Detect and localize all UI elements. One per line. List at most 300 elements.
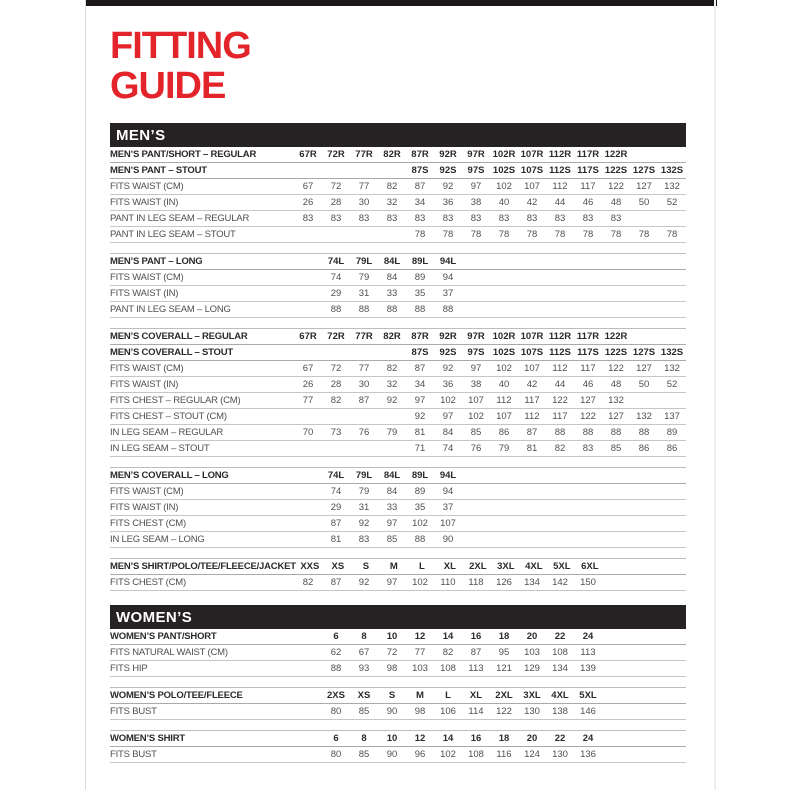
value-cell: 81 <box>414 427 426 438</box>
size-cell: 97R <box>467 331 485 342</box>
size-cell: 117R <box>576 149 600 160</box>
value-cell: 34 <box>414 379 426 390</box>
value-cell: 72 <box>386 647 398 658</box>
title-line-2: GUIDE <box>110 65 226 107</box>
size-cell: 72R <box>327 149 345 160</box>
table-row <box>110 393 686 409</box>
row-label: FITS HIP <box>110 663 148 674</box>
row-label: FITS WAIST (IN) <box>110 379 179 390</box>
value-cell: 83 <box>554 213 566 224</box>
size-cell: 4XL <box>551 690 569 701</box>
page-right-edge <box>714 0 716 790</box>
value-cell: 28 <box>330 379 342 390</box>
size-cell: 87R <box>411 149 429 160</box>
value-cell: 130 <box>552 749 568 760</box>
title-line-1: FITTING <box>110 25 251 67</box>
row-label: FITS CHEST – STOUT (CM) <box>110 411 227 422</box>
value-cell: 97 <box>470 181 482 192</box>
size-cell: 122R <box>604 149 628 160</box>
value-cell: 67 <box>358 647 370 658</box>
value-cell: 98 <box>414 706 426 717</box>
size-cell: 107S <box>520 347 544 358</box>
size-cell: 14 <box>442 733 454 744</box>
size-cell: 107R <box>520 331 544 342</box>
value-cell: 88 <box>386 304 398 315</box>
size-cell: 3XL <box>497 561 515 572</box>
row-label: MEN’S COVERALL – LONG <box>110 470 229 481</box>
value-cell: 83 <box>498 213 510 224</box>
value-cell: 44 <box>554 379 566 390</box>
size-cell: XS <box>357 690 371 701</box>
value-cell: 78 <box>666 229 678 240</box>
row-label: FITS WAIST (CM) <box>110 363 184 374</box>
value-cell: 132 <box>664 181 680 192</box>
size-cell: S <box>388 690 396 701</box>
value-cell: 76 <box>470 443 482 454</box>
value-cell: 82 <box>554 443 566 454</box>
value-cell: 86 <box>638 443 650 454</box>
value-cell: 87 <box>358 395 370 406</box>
row-label: MEN’S COVERALL – STOUT <box>110 347 233 358</box>
size-cell: 79L <box>355 256 373 267</box>
size-cell: 112S <box>549 347 571 358</box>
size-cell: 18 <box>498 631 510 642</box>
womens-section-header <box>110 605 686 629</box>
size-cell: 6 <box>333 733 339 744</box>
value-cell: 36 <box>442 197 454 208</box>
value-cell: 92 <box>442 181 454 192</box>
size-cell: 67R <box>299 149 317 160</box>
table-row <box>110 409 686 425</box>
size-cell: 10 <box>386 631 398 642</box>
value-cell: 33 <box>386 502 398 513</box>
value-cell: 29 <box>330 502 342 513</box>
value-cell: 121 <box>496 663 512 674</box>
size-cell: 2XL <box>469 561 487 572</box>
value-cell: 71 <box>414 443 426 454</box>
row-label: FITS WAIST (IN) <box>110 502 179 513</box>
value-cell: 67 <box>302 363 314 374</box>
row-label: FITS WAIST (CM) <box>110 272 184 283</box>
value-cell: 106 <box>440 706 456 717</box>
value-cell: 46 <box>582 197 594 208</box>
value-cell: 132 <box>608 395 624 406</box>
value-cell: 112 <box>552 181 568 192</box>
size-cell: 122S <box>604 347 628 358</box>
value-cell: 117 <box>552 411 568 422</box>
size-cell: 74L <box>327 470 345 481</box>
value-cell: 83 <box>582 443 594 454</box>
value-cell: 32 <box>386 197 398 208</box>
value-cell: 83 <box>302 213 314 224</box>
value-cell: 103 <box>524 647 540 658</box>
size-cell: 74L <box>327 256 345 267</box>
value-cell: 136 <box>580 749 596 760</box>
row-label: WOMEN’S SHIRT <box>110 733 185 744</box>
size-table <box>110 253 686 318</box>
table-row <box>110 500 686 516</box>
size-cell: 5XL <box>579 690 597 701</box>
size-cell: XS <box>331 561 345 572</box>
value-cell: 88 <box>554 427 566 438</box>
value-cell: 93 <box>358 663 370 674</box>
value-cell: 62 <box>330 647 342 658</box>
value-cell: 113 <box>580 647 596 658</box>
size-cell: L <box>418 561 425 572</box>
value-cell: 87 <box>526 427 538 438</box>
value-cell: 78 <box>610 229 622 240</box>
table-row <box>110 345 686 361</box>
value-cell: 31 <box>358 288 370 299</box>
value-cell: 88 <box>638 427 650 438</box>
size-cell: 72R <box>327 331 345 342</box>
value-cell: 29 <box>330 288 342 299</box>
value-cell: 34 <box>414 197 426 208</box>
size-table <box>110 730 686 763</box>
value-cell: 122 <box>608 181 624 192</box>
size-cell: 16 <box>470 733 482 744</box>
value-cell: 107 <box>496 411 512 422</box>
mens-section-label: MEN’S <box>116 126 166 144</box>
value-cell: 82 <box>442 647 454 658</box>
value-cell: 84 <box>442 427 454 438</box>
size-cell: 24 <box>582 631 594 642</box>
value-cell: 83 <box>358 534 370 545</box>
size-cell: XL <box>443 561 456 572</box>
table-row <box>110 484 686 500</box>
size-cell: 92R <box>439 331 457 342</box>
value-cell: 88 <box>358 304 370 315</box>
value-cell: 77 <box>302 395 314 406</box>
value-cell: 76 <box>358 427 370 438</box>
value-cell: 116 <box>496 749 512 760</box>
value-cell: 88 <box>414 304 426 315</box>
value-cell: 31 <box>358 502 370 513</box>
row-label: MEN’S COVERALL – REGULAR <box>110 331 248 342</box>
size-cell: 97S <box>467 165 485 176</box>
value-cell: 38 <box>470 379 482 390</box>
size-cell: 132S <box>660 347 684 358</box>
value-cell: 77 <box>414 647 426 658</box>
value-cell: 102 <box>440 749 456 760</box>
value-cell: 89 <box>666 427 678 438</box>
value-cell: 78 <box>554 229 566 240</box>
value-cell: 82 <box>302 577 314 588</box>
value-cell: 98 <box>386 663 398 674</box>
value-cell: 139 <box>580 663 596 674</box>
value-cell: 87 <box>414 181 426 192</box>
row-label: FITS NATURAL WAIST (CM) <box>110 647 228 658</box>
value-cell: 70 <box>302 427 314 438</box>
value-cell: 97 <box>470 363 482 374</box>
value-cell: 83 <box>582 213 594 224</box>
row-label: FITS WAIST (IN) <box>110 197 179 208</box>
size-cell: 112R <box>548 149 572 160</box>
value-cell: 38 <box>470 197 482 208</box>
value-cell: 127 <box>608 411 624 422</box>
value-cell: 79 <box>358 486 370 497</box>
size-cell: 82R <box>383 331 401 342</box>
value-cell: 83 <box>610 213 622 224</box>
table-row <box>110 688 686 704</box>
size-cell: 102S <box>492 165 516 176</box>
table-row <box>110 147 686 163</box>
table-row <box>110 329 686 345</box>
value-cell: 102 <box>440 395 456 406</box>
size-cell: 6XL <box>581 561 599 572</box>
size-cell: 8 <box>361 733 367 744</box>
table-row <box>110 645 686 661</box>
row-label: PANT IN LEG SEAM – STOUT <box>110 229 236 240</box>
value-cell: 83 <box>414 213 426 224</box>
value-cell: 87 <box>330 518 342 529</box>
value-cell: 37 <box>442 502 454 513</box>
size-cell: 82R <box>383 149 401 160</box>
table-row <box>110 731 686 747</box>
value-cell: 87 <box>414 363 426 374</box>
value-cell: 95 <box>498 647 510 658</box>
value-cell: 78 <box>442 229 454 240</box>
size-cell: 102R <box>492 149 516 160</box>
size-cell: 117R <box>576 331 600 342</box>
size-cell: 5XL <box>553 561 571 572</box>
value-cell: 92 <box>414 411 426 422</box>
size-cell: M <box>389 561 398 572</box>
size-cell: 18 <box>498 733 510 744</box>
value-cell: 74 <box>442 443 454 454</box>
table-row <box>110 227 686 243</box>
table-row <box>110 704 686 720</box>
table-row <box>110 361 686 377</box>
value-cell: 130 <box>524 706 540 717</box>
value-cell: 88 <box>330 663 342 674</box>
value-cell: 132 <box>664 363 680 374</box>
table-row <box>110 661 686 677</box>
mens-tables <box>110 147 686 591</box>
value-cell: 122 <box>580 411 596 422</box>
table-row <box>110 163 686 179</box>
value-cell: 80 <box>330 706 342 717</box>
value-cell: 114 <box>468 706 484 717</box>
value-cell: 102 <box>412 577 428 588</box>
size-cell: 8 <box>361 631 367 642</box>
size-cell: 132S <box>660 165 684 176</box>
size-cell: 97R <box>467 149 485 160</box>
value-cell: 30 <box>358 197 370 208</box>
size-cell: 97S <box>467 347 485 358</box>
size-cell: 10 <box>386 733 398 744</box>
value-cell: 50 <box>638 379 650 390</box>
value-cell: 52 <box>666 197 678 208</box>
size-cell: 122S <box>604 165 628 176</box>
value-cell: 40 <box>498 197 510 208</box>
value-cell: 83 <box>526 213 538 224</box>
value-cell: 102 <box>412 518 428 529</box>
row-label: IN LEG SEAM – STOUT <box>110 443 210 454</box>
value-cell: 78 <box>414 229 426 240</box>
value-cell: 102 <box>496 181 512 192</box>
mens-section-header <box>110 123 686 147</box>
table-row <box>110 179 686 195</box>
value-cell: 134 <box>552 663 568 674</box>
value-cell: 52 <box>666 379 678 390</box>
size-cell: 102R <box>492 331 516 342</box>
value-cell: 87 <box>330 577 342 588</box>
size-cell: 77R <box>355 331 373 342</box>
value-cell: 35 <box>414 502 426 513</box>
size-cell: 107S <box>520 165 544 176</box>
value-cell: 92 <box>386 395 398 406</box>
value-cell: 81 <box>330 534 342 545</box>
value-cell: 110 <box>440 577 456 588</box>
table-row <box>110 559 686 575</box>
value-cell: 107 <box>524 181 540 192</box>
size-cell: 127S <box>632 165 656 176</box>
size-cell: 92S <box>439 165 457 176</box>
value-cell: 113 <box>468 663 484 674</box>
size-cell: 22 <box>554 733 566 744</box>
value-cell: 138 <box>552 706 568 717</box>
value-cell: 142 <box>552 577 568 588</box>
value-cell: 103 <box>412 663 428 674</box>
value-cell: 102 <box>496 363 512 374</box>
value-cell: 73 <box>330 427 342 438</box>
row-label: MEN’S PANT – LONG <box>110 256 203 267</box>
value-cell: 42 <box>526 197 538 208</box>
value-cell: 89 <box>414 272 426 283</box>
value-cell: 44 <box>554 197 566 208</box>
value-cell: 124 <box>524 749 540 760</box>
value-cell: 48 <box>610 379 622 390</box>
value-cell: 82 <box>330 395 342 406</box>
row-label: PANT IN LEG SEAM – LONG <box>110 304 231 315</box>
size-cell: 2XL <box>495 690 513 701</box>
value-cell: 132 <box>636 411 652 422</box>
size-cell: 89L <box>411 470 429 481</box>
row-label: FITS WAIST (CM) <box>110 181 184 192</box>
table-row <box>110 516 686 532</box>
table-row <box>110 254 686 270</box>
value-cell: 85 <box>358 749 370 760</box>
value-cell: 86 <box>498 427 510 438</box>
value-cell: 89 <box>414 486 426 497</box>
value-cell: 96 <box>414 749 426 760</box>
page-title <box>110 26 686 106</box>
value-cell: 33 <box>386 288 398 299</box>
table-row <box>110 377 686 393</box>
value-cell: 40 <box>498 379 510 390</box>
value-cell: 74 <box>330 272 342 283</box>
value-cell: 90 <box>442 534 454 545</box>
row-label: FITS CHEST – REGULAR (CM) <box>110 395 241 406</box>
value-cell: 85 <box>358 706 370 717</box>
size-cell: XL <box>469 690 483 701</box>
table-row <box>110 302 686 318</box>
size-cell: 14 <box>442 631 454 642</box>
value-cell: 107 <box>440 518 456 529</box>
value-cell: 88 <box>330 304 342 315</box>
womens-tables <box>110 629 686 763</box>
value-cell: 77 <box>358 181 370 192</box>
value-cell: 137 <box>664 411 680 422</box>
value-cell: 50 <box>638 197 650 208</box>
size-cell: 89L <box>411 256 429 267</box>
size-cell: 16 <box>470 631 482 642</box>
value-cell: 108 <box>552 647 568 658</box>
value-cell: 150 <box>580 577 596 588</box>
value-cell: 97 <box>442 411 454 422</box>
table-row <box>110 195 686 211</box>
row-label: FITS CHEST (CM) <box>110 518 186 529</box>
size-table <box>110 629 686 677</box>
size-cell: 117S <box>577 165 599 176</box>
value-cell: 82 <box>386 363 398 374</box>
size-cell: 84L <box>383 470 401 481</box>
size-table <box>110 328 686 457</box>
value-cell: 127 <box>636 181 652 192</box>
size-cell: 12 <box>414 631 426 642</box>
value-cell: 102 <box>468 411 484 422</box>
value-cell: 26 <box>302 379 314 390</box>
row-label: FITS CHEST (CM) <box>110 577 186 588</box>
size-cell: 79L <box>355 470 373 481</box>
value-cell: 146 <box>580 706 596 717</box>
size-cell: 20 <box>526 631 538 642</box>
value-cell: 28 <box>330 197 342 208</box>
value-cell: 86 <box>666 443 678 454</box>
page-left-edge <box>85 0 86 790</box>
value-cell: 97 <box>414 395 426 406</box>
value-cell: 88 <box>610 427 622 438</box>
value-cell: 85 <box>470 427 482 438</box>
size-cell: 107R <box>520 149 544 160</box>
row-label: WOMEN’S POLO/TEE/FLEECE <box>110 690 243 701</box>
size-cell: L <box>445 690 451 701</box>
value-cell: 129 <box>524 663 540 674</box>
value-cell: 85 <box>610 443 622 454</box>
value-cell: 35 <box>414 288 426 299</box>
value-cell: 79 <box>358 272 370 283</box>
value-cell: 112 <box>496 395 512 406</box>
size-cell: 77R <box>355 149 373 160</box>
value-cell: 118 <box>468 577 484 588</box>
size-table <box>110 147 686 243</box>
value-cell: 112 <box>552 363 568 374</box>
value-cell: 84 <box>386 486 398 497</box>
size-table <box>110 558 686 591</box>
value-cell: 80 <box>330 749 342 760</box>
table-row <box>110 425 686 441</box>
value-cell: 107 <box>524 363 540 374</box>
value-cell: 37 <box>442 288 454 299</box>
value-cell: 92 <box>442 363 454 374</box>
value-cell: 108 <box>468 749 484 760</box>
value-cell: 127 <box>636 363 652 374</box>
size-cell: M <box>416 690 424 701</box>
size-cell: 2XS <box>327 690 345 701</box>
value-cell: 117 <box>580 181 596 192</box>
value-cell: 83 <box>358 213 370 224</box>
size-cell: 112S <box>549 165 571 176</box>
value-cell: 134 <box>524 577 540 588</box>
table-row <box>110 575 686 591</box>
value-cell: 30 <box>358 379 370 390</box>
value-cell: 83 <box>470 213 482 224</box>
row-label: FITS WAIST (IN) <box>110 288 179 299</box>
size-cell: 84L <box>383 256 401 267</box>
table-row <box>110 211 686 227</box>
value-cell: 42 <box>526 379 538 390</box>
